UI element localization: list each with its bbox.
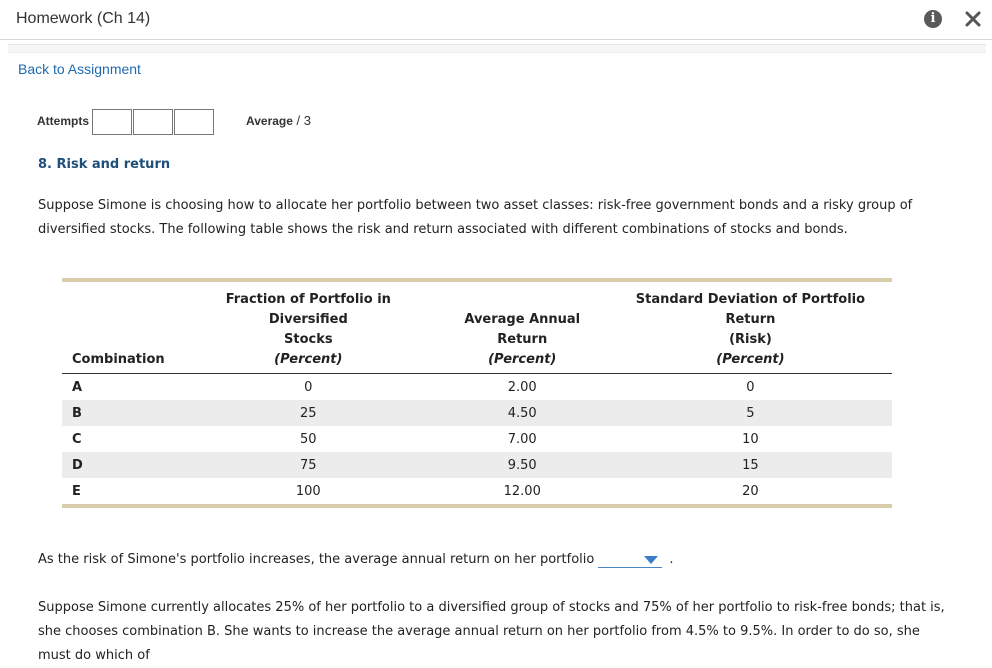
header-risk-line1: Standard Deviation of Portfolio Return xyxy=(635,292,866,327)
question-prompt-line xyxy=(38,551,673,568)
cell-return: 7.00 xyxy=(507,431,537,447)
header-stocks-line1: Fraction of Portfolio in Diversified xyxy=(225,292,391,327)
info-icon[interactable]: i xyxy=(924,10,942,28)
cell-return: 9.50 xyxy=(436,452,609,478)
cell-risk: 10 xyxy=(742,431,759,447)
table-row xyxy=(62,478,892,504)
dropdown-arrow-icon xyxy=(644,556,658,564)
cell-return: 12.00 xyxy=(503,483,541,499)
question-prompt: As the risk of Simone's portfolio increases, the average annual return on her portfolio xyxy=(38,552,595,567)
cell-stocks: 75 xyxy=(181,452,436,478)
table-row xyxy=(62,426,892,452)
back-to-assignment-link[interactable]: Back to Assignment xyxy=(18,61,141,77)
cell-combination: A xyxy=(72,379,83,395)
cell-stocks: 100 xyxy=(295,483,321,499)
attempts-label: Attempts xyxy=(37,114,90,128)
header-risk-unit: (Percent) xyxy=(609,350,892,374)
header-combination: Combination xyxy=(62,350,181,374)
header-stocks-unit: (Percent) xyxy=(181,350,436,374)
risk-return-table xyxy=(62,278,892,508)
cell-combination: E xyxy=(72,483,81,499)
cell-combination: C xyxy=(72,431,82,447)
average-value: / 3 xyxy=(296,113,312,128)
cell-stocks: 25 xyxy=(181,400,436,426)
question-title: 8. Risk and return xyxy=(38,157,171,172)
average-score xyxy=(246,113,311,128)
header-return-line2: Return xyxy=(497,332,548,347)
cell-stocks: 0 xyxy=(304,379,313,395)
attempt-box-3 xyxy=(174,109,214,135)
cell-return: 4.50 xyxy=(436,400,609,426)
question-intro: Suppose Simone is choosing how to allocate her portfolio between two asset classes: risk-free government bonds and a risky group of diversified stocks. The following table shows the risk and return associated with different combinations of stocks and bonds. xyxy=(38,198,913,237)
attempt-box-1 xyxy=(92,109,132,135)
header-return-unit: (Percent) xyxy=(436,350,609,374)
cell-stocks: 50 xyxy=(300,431,317,447)
cell-combination: D xyxy=(62,452,181,478)
title-bar xyxy=(0,0,992,40)
answer-dropdown[interactable] xyxy=(598,551,662,568)
cell-risk: 20 xyxy=(742,483,759,499)
cell-risk: 5 xyxy=(609,400,892,426)
table-bottom-rule xyxy=(62,504,892,508)
table-row xyxy=(62,452,892,478)
prompt-period: . xyxy=(669,552,674,567)
cell-combination: B xyxy=(62,400,181,426)
attempt-boxes xyxy=(92,109,214,135)
header-risk-line2: (Risk) xyxy=(729,332,772,347)
average-label: Average xyxy=(246,114,293,128)
window-title: Homework (Ch 14) xyxy=(16,10,151,27)
cell-risk: 0 xyxy=(746,379,755,395)
header-stocks-line2: Stocks xyxy=(284,332,333,347)
header-return-line1: Average Annual xyxy=(464,312,581,327)
table-row xyxy=(62,400,892,426)
question-followup: Suppose Simone currently allocates 25% of her portfolio to a diversified group of stocks and 75% of her portfolio to risk-free bonds; that is, she chooses combination B. She wants to increase the average annual return on her portfolio from 4.5% to 9.5%. In order to do so, she must do which of xyxy=(38,600,945,663)
sub-toolbar xyxy=(8,44,986,53)
table-row xyxy=(62,374,892,401)
close-icon[interactable] xyxy=(963,9,983,29)
attempt-box-2 xyxy=(133,109,173,135)
cell-risk: 15 xyxy=(609,452,892,478)
cell-return: 2.00 xyxy=(507,379,537,395)
